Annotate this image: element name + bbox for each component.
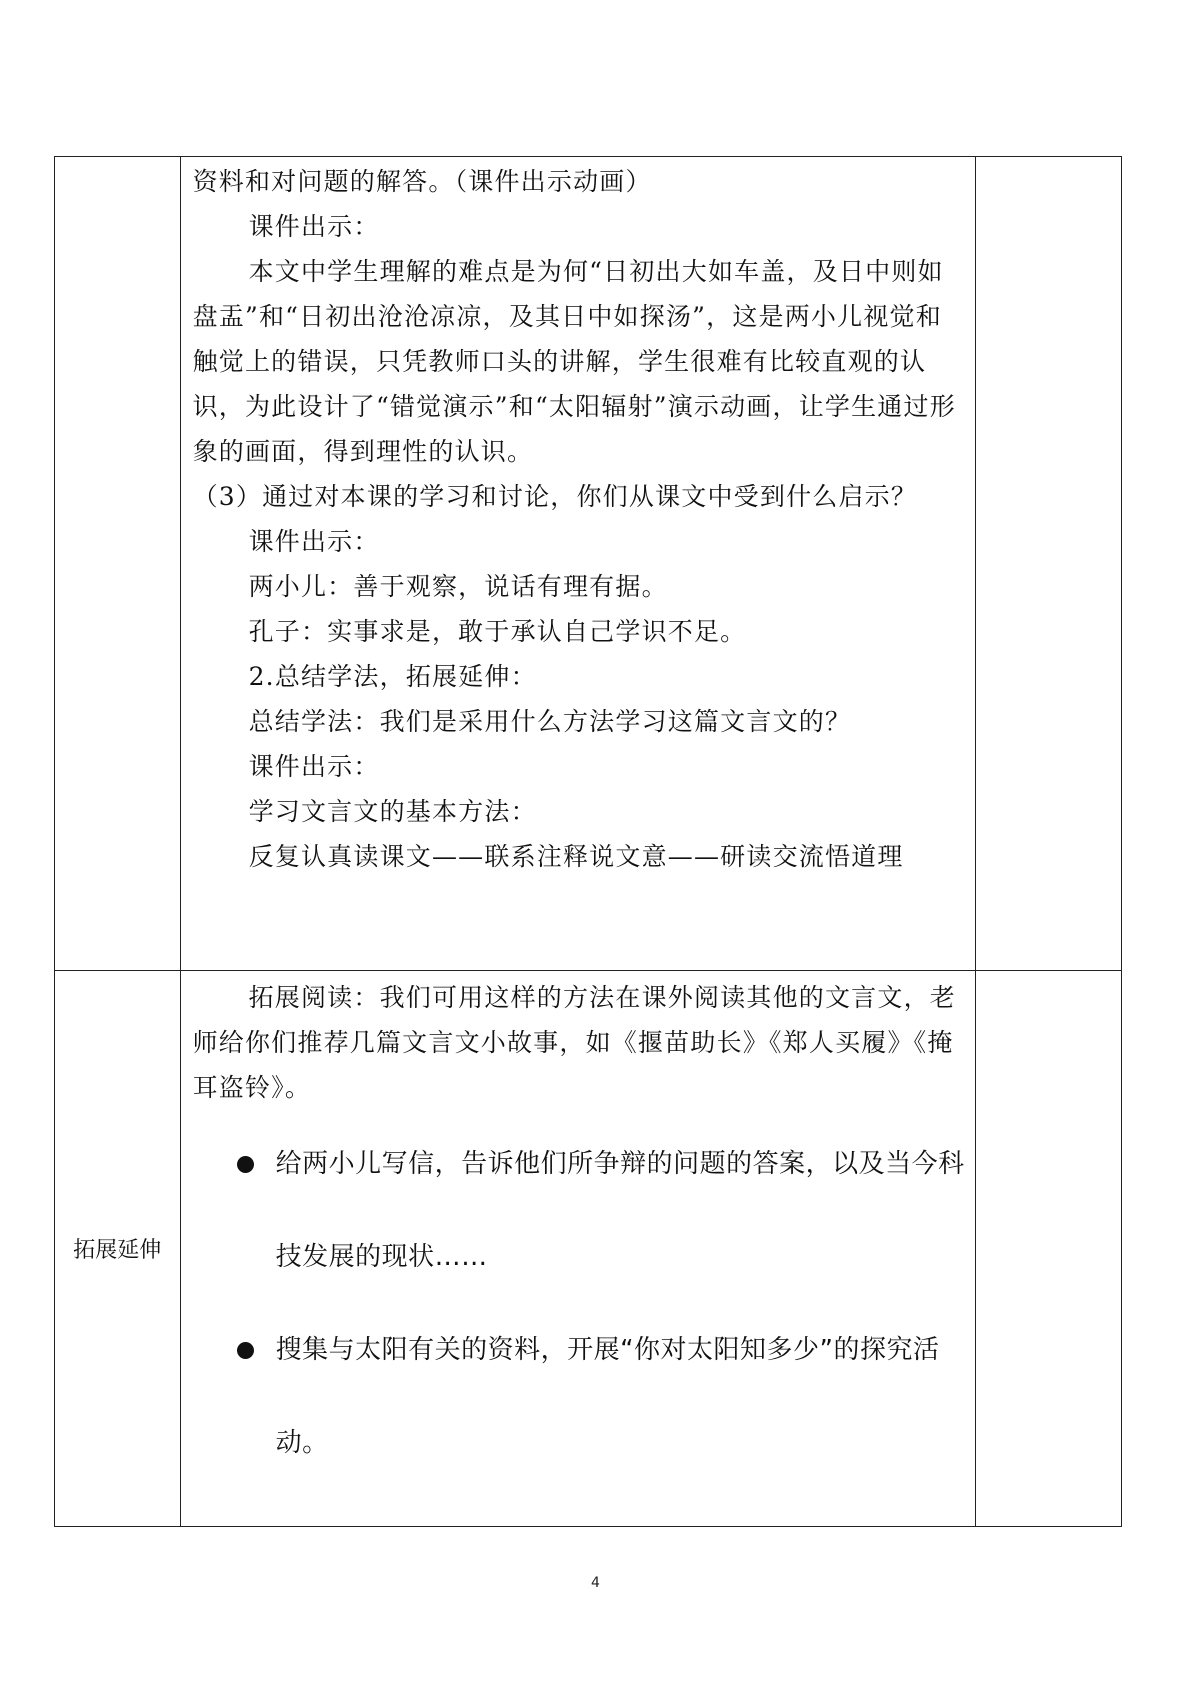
extension-body-text xyxy=(181,971,976,1110)
paragraph: 反复认真读课文——联系注释说文意——研读交流悟道理 xyxy=(248,842,904,871)
list-item xyxy=(181,1118,976,1304)
paragraph: 拓展阅读：我们可用这样的方法在课外阅读其他的文言文，老师给你们推荐几篇文言文小故事，如《揠苗助长》《郑人买履》《掩耳盗铃》。 xyxy=(192,983,956,1102)
table-row xyxy=(55,971,1122,1527)
page-number: 4 xyxy=(591,1575,600,1591)
bullet-dot-icon xyxy=(237,1342,254,1359)
bullet-text: 搜集与太阳有关的资料，开展“你对太阳知多少”的探究活动。 xyxy=(275,1335,940,1458)
bullet-dot-icon xyxy=(237,1156,254,1173)
bullet-list xyxy=(181,1118,976,1490)
paragraph: （3）通过对本课的学习和讨论，你们从课文中受到什么启示？ xyxy=(192,482,918,511)
paragraph: 课件出示： xyxy=(248,752,380,781)
paragraph: 课件出示： xyxy=(248,527,380,556)
list-item xyxy=(181,1304,976,1490)
paragraph: 总结学法：我们是采用什么方法学习这篇文言文的？ xyxy=(248,707,852,736)
paragraph: 孔子：实事求是，敢于承认自己学识不足。 xyxy=(248,617,747,646)
content-cell xyxy=(180,971,976,1527)
paragraph: 2.总结学法，拓展延伸： xyxy=(248,662,537,691)
paragraph: 课件出示： xyxy=(248,212,380,241)
left-cell-empty xyxy=(55,157,181,971)
paragraph: 两小儿：善于观察，说话有理有据。 xyxy=(248,572,668,601)
paragraph: 本文中学生理解的难点是为何“日初出大如车盖，及日中则如盘盂”和“日初出沧沧凉凉，及其日中如探汤”，这是两小儿视觉和触觉上的错误，只凭教师口头的讲解，学生很难有比较直观的认识，为此设计了“错觉演示”和“太阳辐射”演示动画，让学生通过形象的画面，得到理性的认识。 xyxy=(192,257,956,466)
paragraph: 学习文言文的基本方法： xyxy=(248,797,537,826)
content-cell xyxy=(180,157,976,971)
right-cell-empty xyxy=(976,971,1122,1527)
bullet-text: 给两小儿写信，告诉他们所争辩的问题的答案，以及当今科技发展的现状…… xyxy=(275,1149,965,1272)
section-label: 拓展延伸 xyxy=(55,971,181,1527)
lesson-table xyxy=(54,156,1122,1527)
table-row xyxy=(55,157,1122,971)
right-cell-empty xyxy=(976,157,1122,971)
lesson-body-text xyxy=(181,157,976,879)
paragraph: 资料和对问题的解答。（课件出示动画） xyxy=(192,167,652,196)
